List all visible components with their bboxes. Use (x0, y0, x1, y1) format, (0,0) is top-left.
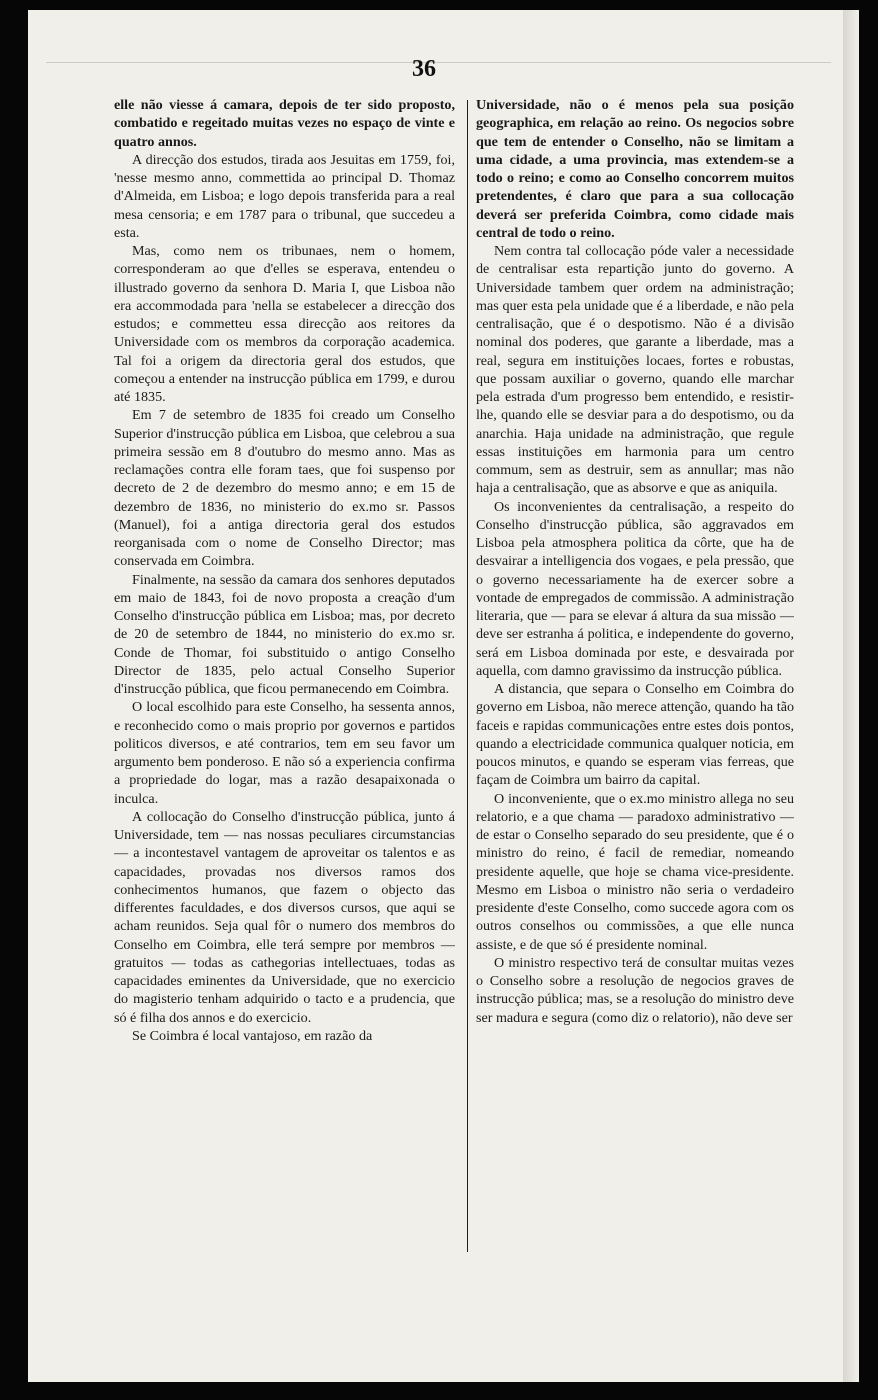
left-text-column (114, 96, 455, 1346)
paragraph: A collocação do Conselho d'instrucção pública, junto á Universidade, tem — nas nossas peculiares circumstancias — a incontestavel vantagem de aproveitar os talentos e as capacidades, provadas nos diversos ramos dos conhecimentos humanos, que fazem o objecto das differentes faculdades, e dos diversos cursos, que aqui se acham reunidos. Seja qual fôr o numero dos membros do Conselho em Coimbra, elle terá sempre por membros — gratuitos — todas as cathegorias intellectuaes, todas as capacidades eminentes da Universidade, que no exercicio do magisterio tenham adquirido o tacto e a prudencia, que só é filha dos annos e do exercicio. (114, 808, 455, 1026)
paragraph: Em 7 de setembro de 1835 foi creado um Conselho Superior d'instrucção pública em Lisboa, que celebrou a sua primeira sessão em 8 d'outubro do mesmo anno. Mas as reclamações contra elle foram taes, que foi suspenso por decreto de 2 de dezembro do mesmo anno; e em 15 de dezembro de 1836, no ministerio do ex.mo sr. Passos (Manuel), foi a antiga directoria geral dos estudos reorganisada com o nome de Conselho Director; mas conservada em Coimbra. (114, 407, 455, 570)
paragraph: Os inconvenientes da centralisação, a respeito do Conselho d'instrucção pública, são aggravados em Lisboa pela atmosphera politica da côrte, que ha de desvairar a intelligencia dos vogaes, e pela pressão, que o governo necessariamente ha de exercer sobre a vontade de empregados de commissão. A administração literaria, que — para se elevar á altura da sua missão — deve ser estranha á politica, e independente do governo, será em Lisboa dominada por este, e desvairada por aquella, com damno gravissimo da instrucção pública. (476, 498, 794, 679)
column-divider (467, 100, 468, 1252)
paragraph: Nem contra tal collocação póde valer a necessidade de centralisar esta repartição junto do governo. A Universidade tambem quer ordem na administração; mas quer esta pela unidade que é a liberdade, e não pela centralisação, que é o despotismo. Não é a divisão nominal dos poderes, que garante a liberdade, mas a real, segura em instituições locaes, fortes e robustas, que possam auxiliar o governo, quando elle marchar pela estrada d'um progresso bem entendido, e resistir-lhe, quando elle se desviar para a do despotismo, ou da anarchia. Haja unidade na administração, que regule essas instituições em harmonia para um centro commum, sem as destruir, sem as annullar; mas não haja a centralisação, que as absorve e que as aniquila. (476, 243, 794, 497)
paragraph: A distancia, que separa o Conselho em Coimbra do governo em Lisboa, não merece attenção, quando ha tão faceis e rapidas communicações entre estes dois pontos, quando a electricidade communica qualquer noticia, em poucos minutos, e quando se esperam vias ferreas, que façam de Coimbra um bairro da capital. (476, 681, 794, 789)
paragraph: O ministro respectivo terá de consultar muitas vezes o Conselho sobre a resolução de negocios graves de instrucção pública; mas, se a resolução do ministro deve ser madura e segura (como diz o relatorio), não deve ser (476, 954, 794, 1026)
paragraph: Finalmente, na sessão da camara dos senhores deputados em maio de 1843, foi de novo proposta a creação d'um Conselho d'instrucção pública em Lisboa; mas, por decreto de 20 de setembro de 1844, no ministerio do ex.mo sr. Conde de Thomar, foi substituido o antigo Conselho Director de 1835, pelo actual Conselho Superior d'instrucção pública, que ficou permanecendo em Coimbra. (114, 571, 455, 697)
paragraph: elle não viesse á camara, depois de ter sido proposto, combatido e regeitado muitas vezes no espaço de vinte e quatro annos. (114, 97, 455, 150)
paragraph: Mas, como nem os tribunaes, nem o homem, corresponderam ao que d'elles se esperava, entendeu o illustrado governo da senhora D. Maria I, que Lisboa não era accommodada para 'nella se estabelecer a direcção dos estudos; e commetteu essa direcção aos reitores da Universidade com os membros da corporação academica. Tal foi a origem da directoria geral dos estudos, que começou a entender na instrucção pública em 1799, e durou até 1835. (114, 243, 455, 405)
paragraph: Se Coimbra é local vantajoso, em razão da (132, 1027, 373, 1044)
page-edge-shadow (843, 10, 859, 1382)
paragraph: O local escolhido para este Conselho, ha sessenta annos, e reconhecido como o mais proprio por governos e partidos politicos diversos, e até contrarios, tem em seu favor um argumento bem ponderoso. E não só a experiencia confirma a propriedade do logar, mas a razão desapaixonada o inculca. (114, 699, 455, 807)
paragraph: O inconveniente, que o ex.mo ministro allega no seu relatorio, e a que chama — paradoxo administrativo — de estar o Conselho separado do seu presidente, que é o ministro do reino, é facil de remediar, nomeando presidente aquelle, que hoje se chama vice-presidente. Mesmo em Lisboa o ministro não seria o verdadeiro presidente d'este Conselho, como succede agora com os outros conselhos ou commissões, a que elle nunca assiste, e de que só é presidente nominal. (476, 790, 794, 953)
paragraph: A direcção dos estudos, tirada aos Jesuitas em 1759, foi, 'nesse mesmo anno, commettida ao principal D. Thomaz d'Almeida, em Lisboa; e logo depois transferida para a real mesa censoria; e em 1787 para o tribunal, que succedeu a esta. (114, 151, 455, 241)
page-number: 36 (412, 56, 436, 82)
right-text-column (476, 96, 794, 1346)
paragraph: Universidade, não o é menos pela sua posição geographica, em relação ao reino. Os negocios sobre que tem de entender o Conselho, não se limitam a uma cidade, a uma provincia, mas extendem-se a todo o reino; e como ao Conselho concorrem muitos pretendentes, é claro que para a sua collocação deverá ser preferida Coimbra, como cidade mais central de todo o reino. (476, 97, 794, 241)
